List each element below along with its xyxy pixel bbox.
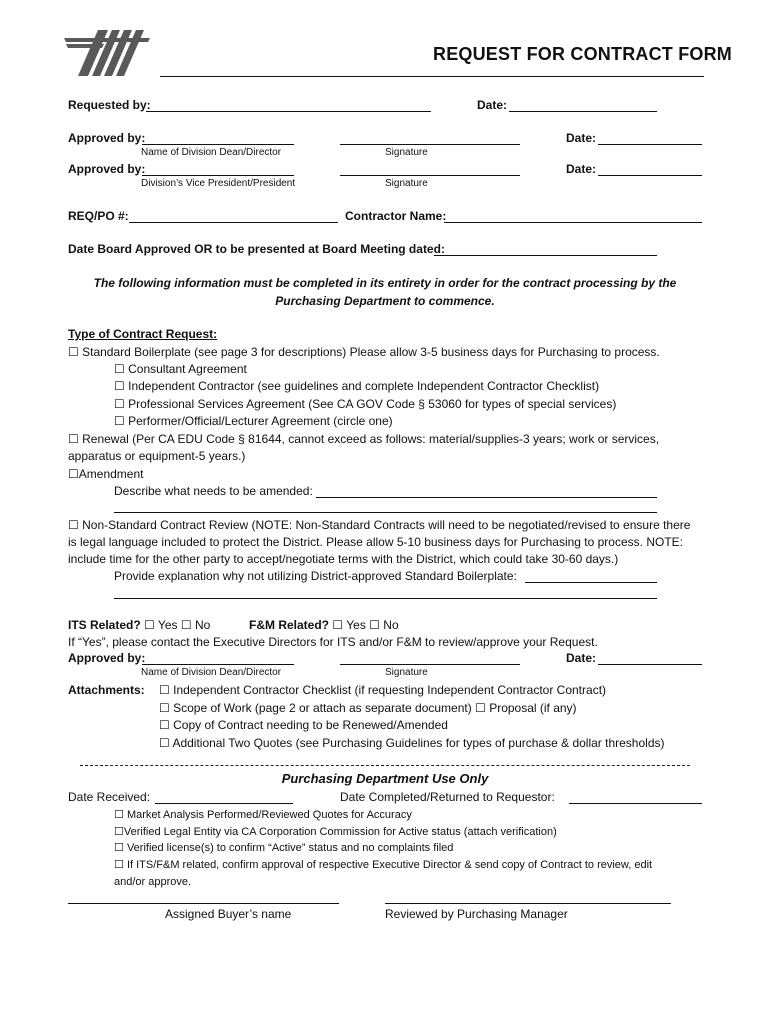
date-completed-label: Date Completed/Returned to Requestor: <box>340 790 555 804</box>
market-analysis-option[interactable] <box>114 808 412 822</box>
attachment-scope[interactable] <box>159 701 577 716</box>
its-fm-approval-label-cont: and/or approve. <box>114 876 192 888</box>
title-rule <box>160 76 704 77</box>
checkbox[interactable]: ☐ <box>159 701 170 715</box>
signature-sublabel: Signature <box>385 667 428 678</box>
fm-related-row <box>249 618 399 633</box>
checkbox[interactable]: ☐ <box>68 518 79 532</box>
its-yes-checkbox[interactable]: ☐ <box>144 618 155 632</box>
instructions-line-2: Purchasing Department to commence. <box>275 294 495 308</box>
standard-boilerplate-label: Standard Boilerplate (see page 3 for descriptions) Please allow 3-5 business days for Purchasing to process. <box>82 345 660 359</box>
non-standard-explain-field[interactable] <box>525 582 657 583</box>
amendment-label: Amendment <box>78 467 144 481</box>
non-standard-option[interactable] <box>68 518 690 533</box>
dean-sublabel: Name of Division Dean/Director <box>141 147 282 158</box>
checkbox[interactable]: ☐ <box>68 467 79 481</box>
board-date-label: Date Board Approved OR to be presented at Board Meeting dated: <box>68 242 445 256</box>
approved-by-vp-field[interactable] <box>142 175 294 176</box>
vp-date-label: Date: <box>566 162 597 176</box>
dean-sublabel: Name of Division Dean/Director <box>141 667 282 678</box>
independent-contractor-option[interactable] <box>114 379 599 394</box>
requested-by-label: Requested by: <box>68 98 151 112</box>
legal-entity-label: Verified Legal Entity via CA Corporation Commission for Active status (attach verification) <box>123 826 557 838</box>
attachments-label: Attachments: <box>68 683 145 697</box>
requested-date-label: Date: <box>477 98 508 112</box>
checkbox[interactable]: ☐ <box>114 809 124 821</box>
purchasing-manager-label: Reviewed by Purchasing Manager <box>385 907 568 921</box>
dean-date-label-2: Date: <box>566 651 597 665</box>
professional-services-label: Professional Services Agreement (See CA GOV Code § 53060 for types of special services) <box>128 397 617 411</box>
dean-date-field[interactable] <box>598 144 702 145</box>
attachment-quotes[interactable] <box>159 736 664 751</box>
amendment-option[interactable] <box>68 467 143 482</box>
non-standard-explain-field-2[interactable] <box>114 598 657 599</box>
req-po-label: REQ/PO #: <box>68 209 129 223</box>
market-analysis-label: Market Analysis Performed/Reviewed Quotes for Accuracy <box>126 809 412 821</box>
renewal-label: Renewal (Per CA EDU Code § 81644, cannot exceed as follows: material/supplies-3 years; work or services, <box>82 432 660 446</box>
legal-entity-option[interactable] <box>114 825 557 839</box>
license-option[interactable] <box>114 841 453 855</box>
date-received-label: Date Received: <box>68 790 151 804</box>
checkbox[interactable]: ☐ <box>159 736 170 750</box>
checkbox[interactable]: ☐ <box>114 379 125 393</box>
assigned-buyer-label: Assigned Buyer’s name <box>165 907 292 921</box>
signature-sublabel: Signature <box>385 178 428 189</box>
consultant-option[interactable] <box>114 362 247 377</box>
its-related-row <box>68 618 210 633</box>
requested-date-field[interactable] <box>509 111 657 112</box>
fm-yes-checkbox[interactable]: ☐ <box>332 618 344 632</box>
fm-no-label: No <box>383 618 399 632</box>
dean-signature-field-2[interactable] <box>340 664 520 665</box>
renewal-label-cont: apparatus or equipment-5 years.) <box>68 449 246 463</box>
attachment-copy-label: Copy of Contract needing to be Renewed/Amended <box>173 718 448 732</box>
date-completed-field[interactable] <box>569 803 702 804</box>
checkbox[interactable]: ☐ <box>68 345 79 359</box>
dean-signature-field[interactable] <box>340 144 520 145</box>
attachment-copy[interactable] <box>159 718 448 733</box>
purchasing-manager-field[interactable] <box>385 903 671 904</box>
purchasing-heading: Purchasing Department Use Only <box>281 771 489 786</box>
organization-logo <box>64 30 150 76</box>
its-no-checkbox[interactable]: ☐ <box>180 618 192 632</box>
renewal-option[interactable] <box>68 432 659 447</box>
its-fm-approval-option[interactable] <box>114 858 652 872</box>
its-no-label: No <box>194 618 211 632</box>
approved-by-label: Approved by: <box>68 651 146 665</box>
assigned-buyer-field[interactable] <box>68 903 339 904</box>
checkbox[interactable]: ☐ <box>68 432 79 446</box>
attachment-ic-checklist-label: Independent Contractor Checklist (if requesting Independent Contractor Contract) <box>173 683 607 697</box>
checkbox[interactable]: ☐ <box>114 826 124 838</box>
non-standard-label-cont: include time for the other party to accept/negotiate terms with the District, which could take 30-60 days.) <box>68 552 619 566</box>
checkbox[interactable]: ☐ <box>159 683 170 697</box>
fm-yes-label: Yes <box>346 618 366 632</box>
fm-no-checkbox[interactable]: ☐ <box>369 618 380 632</box>
approved-by-dean-field-2[interactable] <box>142 664 294 665</box>
checkbox[interactable]: ☐ <box>475 701 486 715</box>
amend-describe-field-2[interactable] <box>114 512 657 513</box>
checkbox[interactable]: ☐ <box>114 859 124 871</box>
requested-by-field[interactable] <box>146 111 431 112</box>
board-date-field[interactable] <box>434 255 657 256</box>
dean-date-label: Date: <box>566 131 597 145</box>
amend-describe-field[interactable] <box>316 497 657 498</box>
contractor-name-label: Contractor Name: <box>345 209 447 223</box>
consultant-label: Consultant Agreement <box>128 362 247 376</box>
fm-related-label: F&M Related? <box>249 618 330 632</box>
approved-by-label: Approved by: <box>68 162 146 176</box>
standard-boilerplate-option[interactable] <box>68 345 660 360</box>
license-label: Verified license(s) to confirm “Active” status and no complaints filed <box>126 842 454 854</box>
checkbox[interactable]: ☐ <box>114 397 125 411</box>
section-divider <box>80 765 690 766</box>
amend-describe-label: Describe what needs to be amended: <box>114 484 313 498</box>
vp-sublabel: Division’s Vice President/President <box>141 178 296 189</box>
vp-signature-field[interactable] <box>340 175 520 176</box>
checkbox[interactable]: ☐ <box>114 842 124 854</box>
instructions-line-1: The following information must be completed in its entirety in order for the contract processing by the <box>93 276 677 290</box>
its-yes-label: Yes <box>157 618 178 632</box>
vp-date-field[interactable] <box>598 175 702 176</box>
checkbox[interactable]: ☐ <box>114 362 125 376</box>
approved-by-dean-field[interactable] <box>142 144 294 145</box>
its-fm-approval-label: If ITS/F&M related, confirm approval of respective Executive Director & send copy of Contract to review, edit <box>126 859 653 871</box>
independent-contractor-label: Independent Contractor (see guidelines and complete Independent Contractor Checklist) <box>128 379 600 393</box>
approved-by-label: Approved by: <box>68 131 146 145</box>
page-title: REQUEST FOR CONTRACT FORM <box>433 44 732 64</box>
its-related-label: ITS Related? <box>68 618 141 632</box>
performer-label: Performer/Official/Lecturer Agreement (circle one) <box>128 414 393 428</box>
req-po-field[interactable] <box>129 222 338 223</box>
attachment-quotes-label: Additional Two Quotes (see Purchasing Guidelines for types of purchase & dollar thresholds) <box>172 736 665 750</box>
contract-type-heading: Type of Contract Request: <box>68 327 218 341</box>
contractor-name-field[interactable] <box>444 222 702 223</box>
signature-sublabel: Signature <box>385 147 428 158</box>
attachment-proposal-label: Proposal (if any) <box>489 701 577 715</box>
checkbox[interactable]: ☐ <box>114 414 125 428</box>
dean-date-field-2[interactable] <box>598 664 702 665</box>
attachment-ic-checklist[interactable] <box>159 683 606 698</box>
non-standard-label-cont: is legal language included to protect the District. Please allow 5-10 business days for Purchasing to process. NOTE: <box>68 535 683 549</box>
checkbox[interactable]: ☐ <box>159 718 170 732</box>
professional-services-option[interactable] <box>114 397 616 412</box>
related-note: If “Yes”, please contact the Executive Directors for ITS and/or F&M to review/approve your Request. <box>68 635 598 649</box>
performer-option[interactable] <box>114 414 393 429</box>
non-standard-label: Non-Standard Contract Review (NOTE: Non-Standard Contracts will need to be negotiated/revised to ensure there <box>82 518 691 532</box>
date-received-field[interactable] <box>155 803 293 804</box>
attachment-scope-label: Scope of Work (page 2 or attach as separate document) <box>173 701 472 715</box>
non-standard-explain-label: Provide explanation why not utilizing District-approved Standard Boilerplate: <box>114 569 517 583</box>
